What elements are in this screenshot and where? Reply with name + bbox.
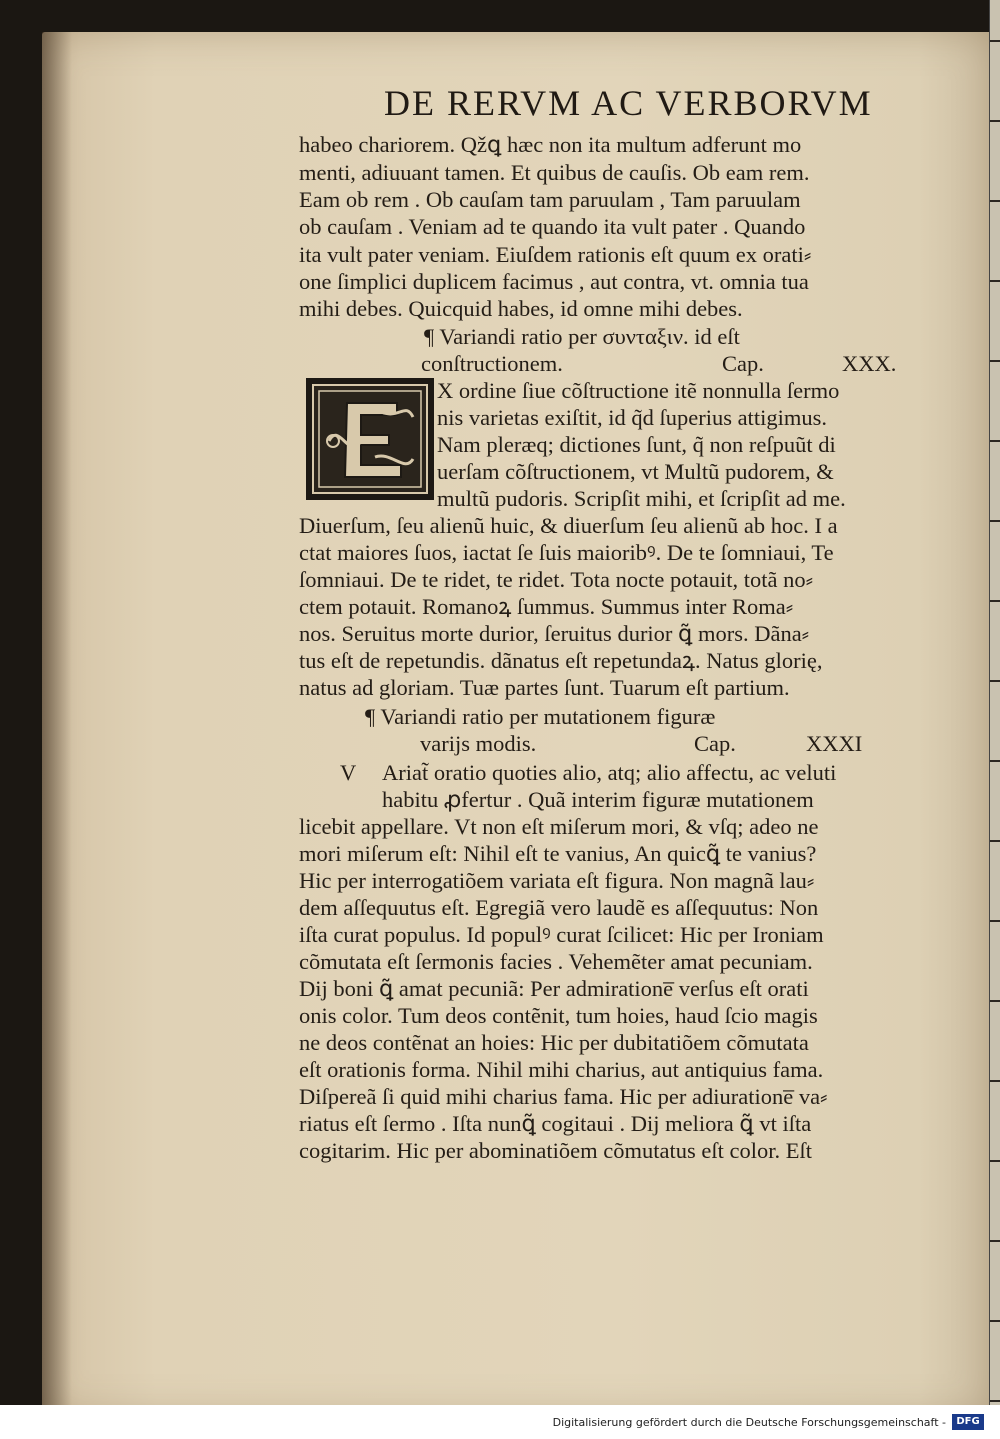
text-line: ſomniaui. De te ridet, te ridet. Tota nocte potauit, totã no⸗ <box>299 567 814 592</box>
chapter-heading: ¶ Variandi ratio per συνταξιν. id eſt <box>424 324 740 349</box>
text-line: riatus eſt ſermo . Iſta nunꝗ̃ cogitaui . Dij meliora ꝗ̃ vt iſta <box>299 1111 812 1136</box>
text-line: onis color. Tum deos contẽnit, tum hoies, haud ſcio magis <box>299 1003 818 1028</box>
text-line: Diſpereã ſi quid mihi charius fama. Hic per adiuratione̅ va⸗ <box>299 1084 828 1109</box>
text-line: nos. Seruitus morte durior, ſeruitus durior ꝗ̃ mors. Dãna⸗ <box>299 621 810 646</box>
text-line: Hic per interrogatiõem variata eſt figura. Non magnã lau⸗ <box>299 868 815 893</box>
chapter-heading: conſtructionem. <box>421 351 563 376</box>
text-line: ob cauſam . Veniam ad te quando ita vult pater . Quando <box>299 214 806 239</box>
decorated-initial-icon <box>306 378 434 500</box>
text-line: Diuerſum, ſeu alienũ huic, & diuerſum ſeu alienũ ab hoc. I a <box>299 513 838 538</box>
chapter-number: XXX. <box>842 351 897 376</box>
text-line: habeo chariorem. Qžꝗ hæc non ita multum adferunt mo <box>299 132 802 157</box>
text-line: mori miſerum eſt: Nihil eſt te vanius, An quicꝗ̃ te vanius? <box>299 841 817 866</box>
chapter-label: Cap. <box>722 351 764 376</box>
text-line: Ariat̃ oratio quoties alio, atq; alio affectu, ac veluti <box>382 760 837 785</box>
text-line: natus ad gloriam. Tuæ partes ſunt. Tuarum eſt partium. <box>299 675 790 700</box>
dfg-logo-icon[interactable]: DFG <box>952 1414 984 1430</box>
text-line: iſta curat populus. Id populꝰ curat ſcilicet: Hic per Ironiam <box>299 922 824 947</box>
text-line: habitu ꝓfertur . Quã interim figuræ mutationem <box>382 787 814 812</box>
text-line: cogitarim. Hic per abominatiõem cõmutatus eſt color. Eſt <box>299 1138 812 1163</box>
text-line: dem aſſequutus eſt. Egregiã vero laudẽ es aſſequutus: Non <box>299 895 819 920</box>
chapter-label: Cap. <box>694 731 736 756</box>
text-line: eſt orationis forma. Nihil mihi charius, aut antiquius fama. <box>299 1057 824 1082</box>
chapter-heading: ¶ Variandi ratio per mutationem figuræ <box>365 704 716 729</box>
chapter-number: XXXI <box>806 731 863 756</box>
text-line: ctem potauit. Romanoꝝ ſummus. Summus inter Roma⸗ <box>299 594 794 619</box>
text-line: ita vult pater veniam. Eiuſdem rationis eſt quum ex orati⸗ <box>299 242 812 267</box>
text-line: tus eſt de repetundis. dãnatus eſt repetundaꝝ. Natus glorię, <box>299 648 823 673</box>
scale-ruler <box>989 0 1000 1418</box>
funding-footer <box>545 1407 990 1437</box>
text-line: menti, adiuuant tamen. Et quibus de cauſis. Ob eam rem. <box>299 160 810 185</box>
text-line: cõmutata eſt ſermonis facies . Vehemẽter amat pecuniam. <box>299 949 813 974</box>
footer-text: Digitalisierung gefördert durch die Deutsche Forschungsgemeinschaft - <box>552 1415 946 1429</box>
chapter-heading: varijs modis. <box>420 731 537 756</box>
text-line: uerſam cõſtructionem, vt Multũ pudorem, & <box>437 459 834 484</box>
text-line: multũ pudoris. Scripſit mihi, et ſcripſit ad me. <box>437 486 846 511</box>
initial-ornament-icon <box>309 381 431 497</box>
text-line: X ordine ſiue cõſtructione itẽ nonnulla ſermo <box>437 378 840 403</box>
text-line: mihi debes. Quicquid habes, id omne mihi debes. <box>299 296 743 321</box>
text-line: one ſimplici duplicem facimus , aut contra, vt. omnia tua <box>299 269 809 294</box>
running-head: DE RERVM AC VERBORVM <box>384 83 873 123</box>
text-line: Dij boni ꝗ̃ amat pecuniã: Per admiratione̅ verſus eſt orati <box>299 976 809 1001</box>
initial-letter: V <box>340 760 357 785</box>
text-line: Nam pleræq; dictiones ſunt, q̃ non reſpuũt di <box>437 432 836 457</box>
text-line: ne deos contẽnat an hoies: Hic per dubitatiõem cõmutata <box>299 1030 809 1055</box>
text-line: ctat maiores ſuos, iactat ſe ſuis maioribꝰ. De te ſomniaui, Te <box>299 540 834 565</box>
text-line: nis varietas exiſtit, id q̃d ſuperius attigimus. <box>437 405 827 430</box>
text-line: licebit appellare. Vt non eſt miſerum mori, & vſq; adeo ne <box>299 814 819 839</box>
text-line: Eam ob rem . Ob cauſam tam paruulam , Tam paruulam <box>299 187 801 212</box>
